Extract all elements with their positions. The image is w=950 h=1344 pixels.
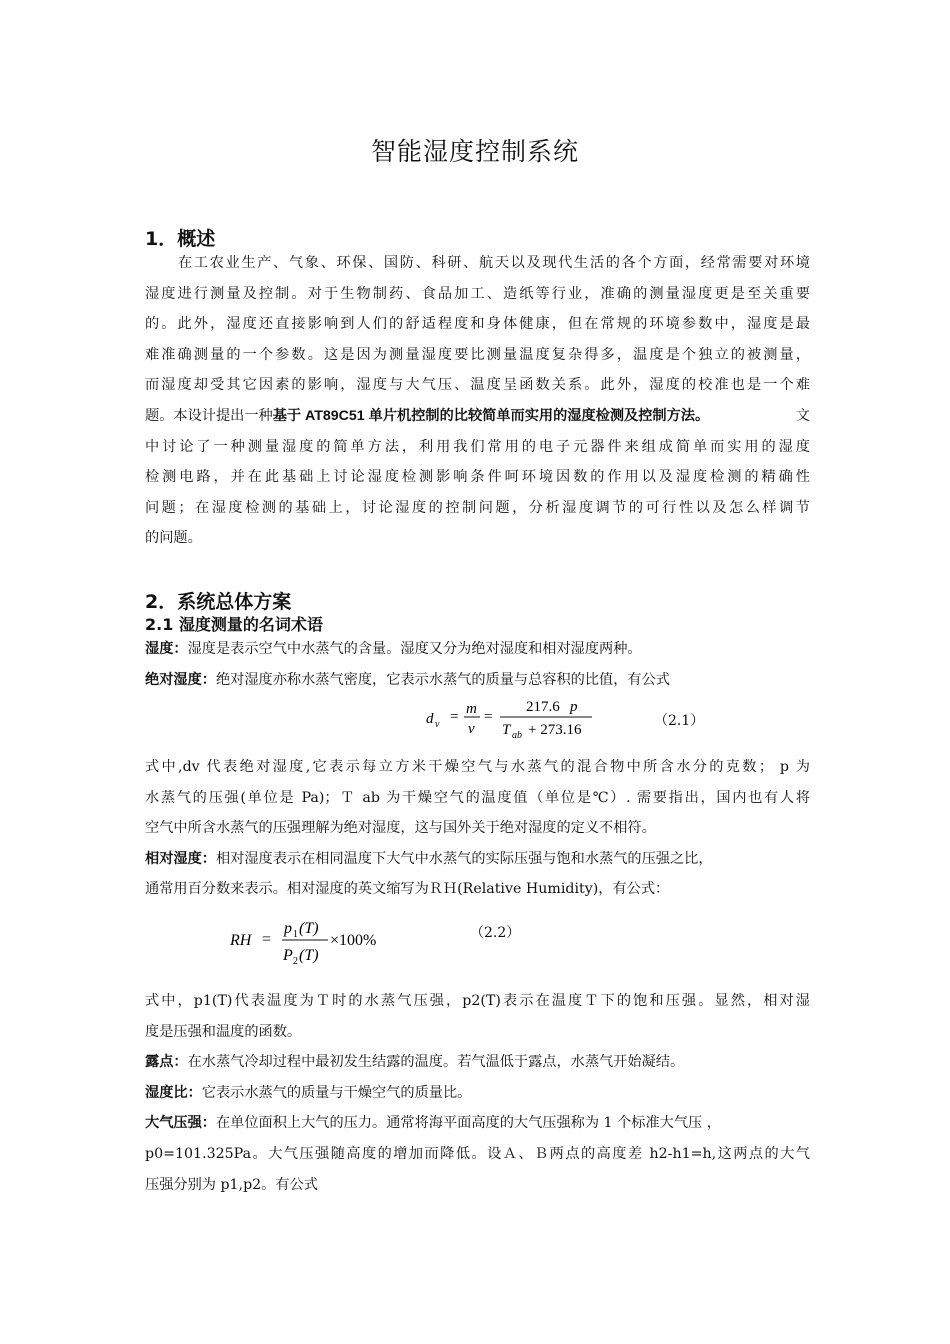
paragraph-text: 文: [795, 407, 810, 424]
paragraph-line: 的问题。: [145, 530, 202, 547]
definition-line: [145, 1108, 810, 1139]
paragraph-line: 在工农业生产、气象、环保、国防、科研、航天以及现代生活的各个方面，经常需要对环境: [178, 255, 810, 271]
eq-equals-2: =: [484, 709, 493, 725]
paragraph-line: [145, 401, 810, 432]
definition-text: 在单位面积上大气的压力。通常将海平面高度的大气压强称为 1 个标准大气压 ，: [215, 1115, 721, 1132]
eq-p1-sub: 1: [293, 929, 298, 940]
eq-p: p: [570, 699, 578, 715]
term-label: 露点：: [145, 1054, 188, 1071]
paragraph-line: 问题；在湿度检测的基础上，讨论湿度的控制问题，分析湿度调节的可行性以及怎么样调节: [145, 499, 810, 516]
definition-text: 绝对湿度亦称水蒸气密度，它表示水蒸气的质量与总容积的比值，有公式: [215, 671, 670, 688]
emphasized-method: 基于 AT89C51 单片机控制的比较简单而实用的湿度检测及控制方法。: [272, 407, 710, 424]
paragraph-line: 水蒸气的压强(单位是 Pa)；Ｔ ab 为干燥空气的温度值（单位是℃）. 需要指出，国内也有人将: [145, 789, 810, 806]
section-1-paragraph: [145, 248, 810, 554]
definition-text: 湿度是表示空气中水蒸气的含量。湿度又分为绝对湿度和相对湿度两种。: [187, 641, 642, 657]
term-label: 湿度比：: [145, 1084, 202, 1101]
eq-dv-sub: v: [435, 719, 440, 730]
eq-T: T: [502, 722, 511, 738]
definition-text: 在水蒸气冷却过程中最初发生结露的温度。若气温低于露点，水蒸气开始凝结。: [187, 1054, 685, 1071]
eq-v: v: [468, 721, 475, 737]
paragraph-line: 检测电路，并在此基础上讨论湿度检测影响条件呵环境因数的作用以及湿度检测的精确性: [145, 469, 810, 486]
eq-P2: P: [283, 947, 293, 964]
paragraph-line: 式中，p1(T)代表温度为Ｔ时的水蒸气压强，p2(T)表示在温度Ｔ下的饱和压强。显然，相对湿: [145, 993, 810, 1009]
term-label: 大气压强：: [145, 1115, 216, 1132]
paragraph-line: 而湿度却受其它因素的影响，湿度与大气压、温度呈函数关系。此外，湿度的校准也是一个难: [145, 377, 810, 394]
eq-P2-arg: (T): [299, 947, 319, 964]
paragraph-text: 题。本设计提出一种: [145, 407, 273, 424]
equation-2-2: [228, 914, 408, 970]
paragraph-line: 空气中所含水蒸气的压强理解为绝对湿度，这与国外关于绝对湿度的定义不相符。: [145, 820, 656, 837]
section-1-heading: 1．概述: [145, 228, 216, 250]
paragraph-line: 度是压强和温度的函数。: [145, 1023, 302, 1040]
definition-line: [145, 844, 810, 875]
definition-line: [145, 665, 810, 696]
paragraph-line: 湿度进行测量及控制。对于生物制药、食品加工、造纸等行业，准确的测量湿度更是至关重要: [145, 285, 810, 302]
eq-times-100: ×100%: [330, 932, 377, 949]
term-label: 湿度：: [145, 641, 188, 657]
eq-RH: RH: [230, 932, 252, 949]
definition-text: 它表示水蒸气的质量与干燥空气的质量比。: [201, 1084, 472, 1101]
section-2-heading: 2．系统总体方案: [145, 591, 292, 613]
equation-number-2-2: （2.2）: [470, 925, 521, 941]
paragraph-line: 的。此外，湿度还直接影响到人们的舒适程度和身体健康，但在常规的环境参数中，湿度是最: [145, 316, 810, 333]
document-title: 智能湿度控制系统: [370, 137, 579, 166]
eq-equals: =: [450, 709, 459, 725]
paragraph-line: 中讨论了一种测量湿度的简单方法，利用我们常用的电子元器件来组成简单而实用的湿度: [145, 438, 810, 455]
paragraph-line: 通常用百分数来表示。相对湿度的英文缩写为ＲＨ(Relative Humidity)，有公式：: [145, 881, 670, 898]
eq-P2-sub: 2: [293, 956, 298, 967]
paragraph-line: 式中,dv 代表绝对湿度,它表示每立方米干燥空气与水蒸气的混合物中所含水分的克数； p 为: [145, 759, 810, 775]
term-label: 绝对湿度：: [145, 671, 216, 688]
eq-equals: =: [262, 931, 272, 948]
paragraph-line: p0=101.325Pa。大气压强随高度的增加而降低。设Ａ、Ｂ两点的高度差 h2-h1=h,这两点的大气: [145, 1145, 810, 1162]
humidity-definition: [145, 634, 810, 695]
definition-line: [145, 634, 810, 665]
eq-p1-arg: (T): [299, 920, 319, 937]
paragraph-line: 压强分别为 p1,p2。有公式: [145, 1176, 318, 1193]
eq-m: m: [466, 701, 477, 717]
eq-dv: d: [426, 711, 434, 727]
equation-number-2-1: （2.1）: [654, 713, 705, 729]
definition-line: [145, 1078, 810, 1109]
equation-2-1-explanation: [145, 752, 810, 905]
definition-line: [145, 1047, 810, 1078]
subsection-2-1-heading: 2.1 湿度测量的名词术语: [145, 615, 323, 634]
eq-p1: p: [284, 920, 292, 937]
definition-text: 相对湿度表示在相同温度下大气中水蒸气的实际压强与饱和水蒸气的压强之比，: [215, 850, 713, 867]
equation-2-1: [420, 697, 610, 743]
paragraph-line: 难准确测量的一个参数。这是因为测量湿度要比测量温度复杂得多，温度是个独立的被测量，: [145, 346, 810, 363]
eq-coef: 217.6: [526, 699, 560, 715]
eq-T-sub: ab: [512, 730, 522, 741]
eq-const: + 273.16: [528, 722, 582, 738]
equation-2-2-explanation: [145, 986, 810, 1200]
term-label: 相对湿度：: [145, 850, 216, 867]
